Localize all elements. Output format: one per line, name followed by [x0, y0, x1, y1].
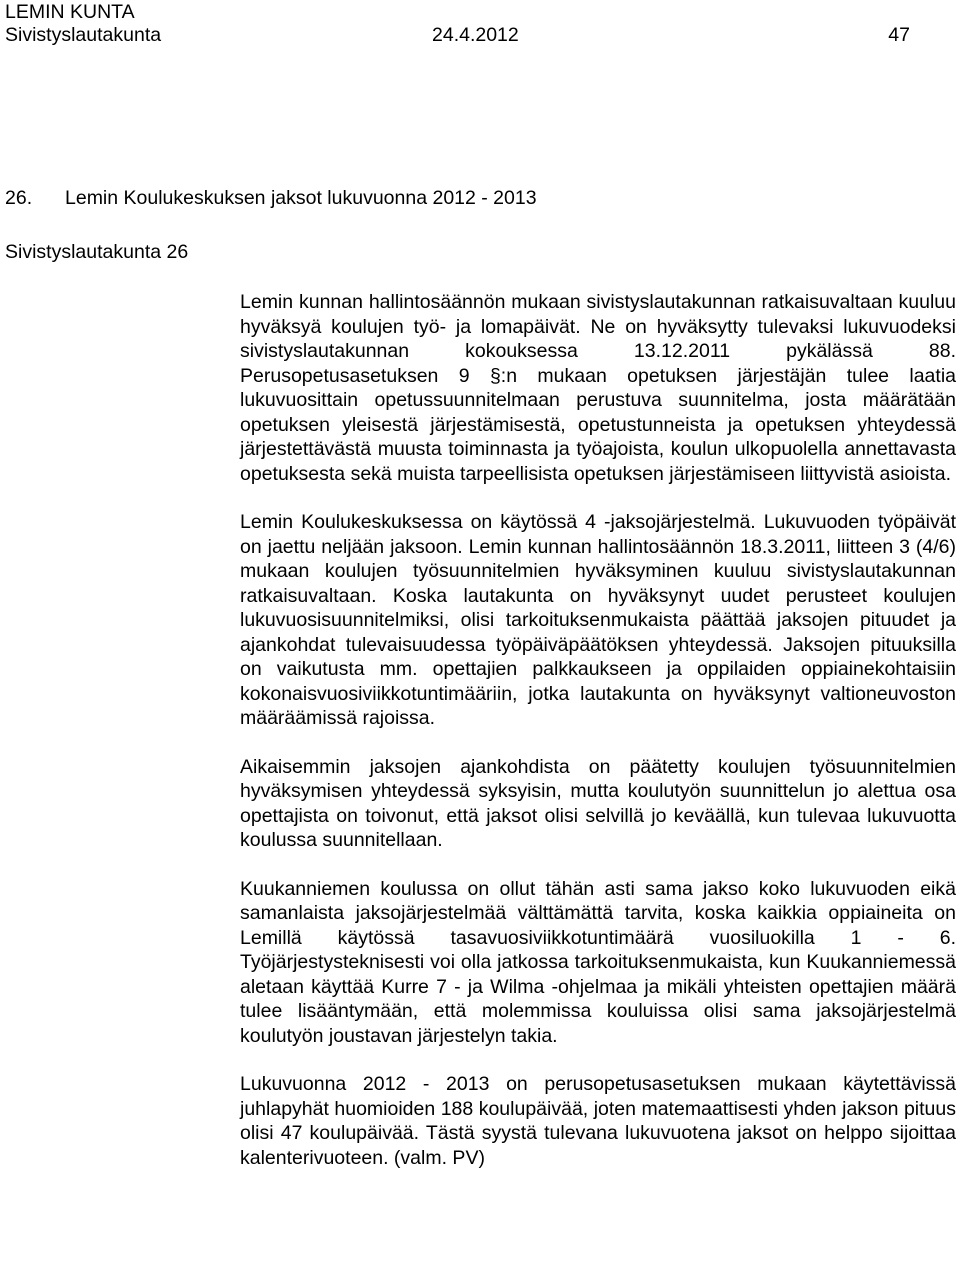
document-body: [240, 290, 956, 1170]
department-name: Sivistyslautakunta: [5, 24, 162, 46]
section-heading: [5, 186, 537, 210]
document-header: [5, 24, 910, 46]
body-paragraph: Kuukanniemen koulussa on ollut tähän asti sama jakso koko lukuvuoden eikä samanlaista jaksojärjestelmää välttämättä tarvita, koska kaikkia oppiaineita on Lemillä käytössä tasavuosiviikkotuntimäärä vuosiluokilla 1 - 6. Työjärjestysteknisesti voi olla jatkossa tarkoituksenmukaista, kun Kuukanniemessä aletaan käyttää Kurre 7 - ja Wilma -ohjelmaa ja mikäli yhteisten opettajien määrä tulee lisääntymään, että molemmissa kouluissa olisi sama jaksojärjestelmä koulutyön joustavan järjestelyn takia.: [240, 877, 956, 1047]
body-paragraph: Lemin kunnan hallintosäännön mukaan sivistyslautakunnan ratkaisuvaltaan kuuluu hyväksyä koulujen työ- ja lomapäivät. Ne on hyväksytty tulevaksi lukuvuodeksi sivistyslautakunnan kokouksessa 13.12.2011 pykälässä 88. Perusopetusasetuksen 9 §:n mukaan opetuksen järjestäjän tulee laatia lukuvuosittain opetussuunnitelmaan perustuva suunnitelma, josta määrätään opetuksen yleisestä järjestämisestä, opetustunneista ja opetuksen yhteydessä järjestettävästä muusta toiminnasta ja työajoista, koulun ulkopuolella annettavasta opetuksesta sekä muista tarpeellisista opetuksen järjestämiseen liittyvistä asioista.: [240, 291, 956, 485]
section-title: Lemin Koulukeskuksen jaksot lukuvuonna 2012 - 2013: [65, 187, 537, 209]
body-paragraph: Aikaisemmin jaksojen ajankohdista on päätetty koulujen työsuunnitelmien hyväksymisen yhteydessä syksyisin, mutta koulutyön suunnittelun jo alettua osa opettajista on toivonut, että jaksot olisi selvillä jo keväällä, kun tulevaa lukuvuotta koulussa suunnitellaan.: [240, 755, 956, 851]
body-paragraph: Lukuvuonna 2012 - 2013 on perusopetusasetuksen mukaan käytettävissä juhlapyhät huomioiden 188 koulupäivää, joten matemaattisesti yhden jakson pituus olisi 47 koulupäivää. Tästä syystä tulevana lukuvuotena jaksot on helppo sijoittaa kalenterivuoteen. (valm. PV): [240, 1073, 956, 1169]
body-paragraph: Lemin Koulukeskuksessa on käytössä 4 -jaksojärjestelmä. Lukuvuoden työpäivät on jaettu neljään jaksoon. Lemin kunnan hallintosäännön 18.3.2011, liitteen 3 (4/6) mukaan koulujen työsuunnitelmien hyväksyminen kuuluu sivistyslautakunnan ratkaisuvaltaan. Koska lautakunta on hyväksynyt uudet perusteet koulujen lukuvuosisuunnitelmiksi, olisi tarkoituksenmukaista päättää jaksojen pituudet ja ajankohdat tulevaisuudessa työpäiväpäätöksen yhteydessä. Jaksojen pituuksilla on vaikutusta mm. opettajien palkkaukseen ja oppilaiden oppiainekohtaisiin kokonaisvuosiviikkotuntimääriin, jotka lautakunta on hyväksynyt valtioneuvoston määräämissä rajoissa.: [240, 511, 956, 729]
section-number: 26.: [5, 187, 33, 209]
organization-name: LEMIN KUNTA: [5, 1, 135, 23]
section-subtitle: Sivistyslautakunta 26: [5, 241, 189, 263]
page-number: 47: [888, 24, 910, 46]
meeting-date: 24.4.2012: [432, 24, 519, 46]
